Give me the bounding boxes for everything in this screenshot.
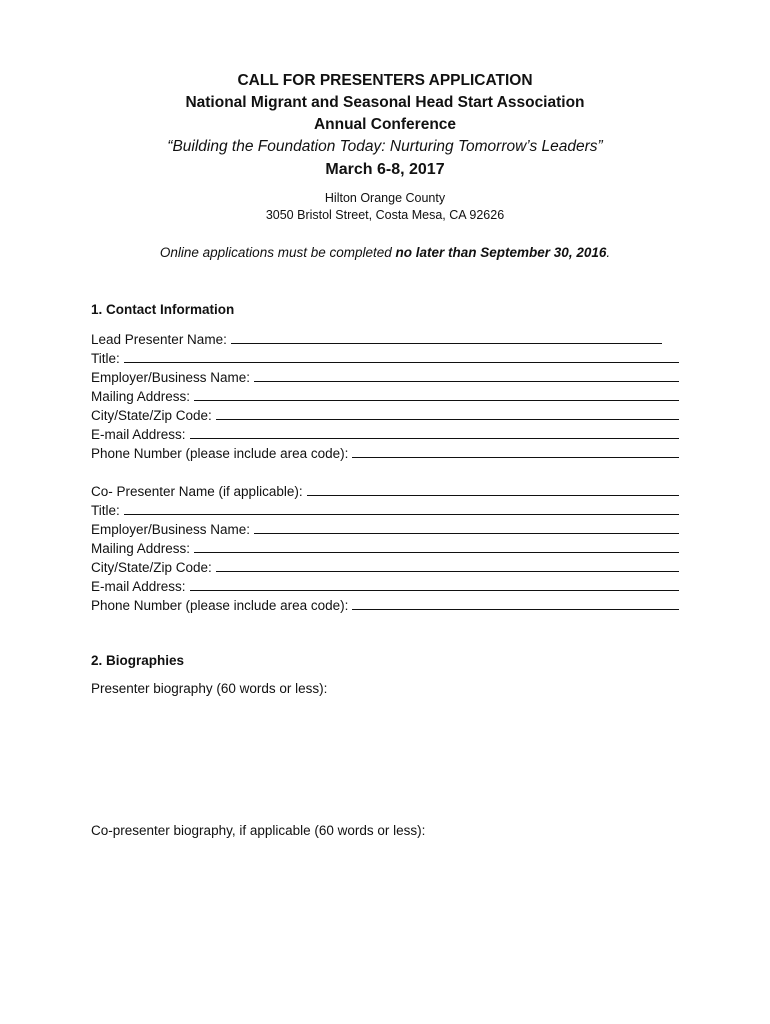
field-label: Phone Number (please include area code): (91, 446, 349, 461)
field-label: Lead Presenter Name: (91, 332, 227, 347)
fill-line[interactable] (190, 589, 679, 591)
field-label: City/State/Zip Code: (91, 408, 212, 423)
fill-line[interactable] (352, 608, 679, 610)
field-label: Title: (91, 503, 120, 518)
form-title: CALL FOR PRESENTERS APPLICATION (237, 72, 533, 89)
fill-line[interactable] (307, 494, 679, 496)
lead-presenter-name-field[interactable] (91, 329, 662, 347)
field-label: Phone Number (please include area code): (91, 598, 349, 613)
deadline-suffix: . (606, 245, 611, 260)
fill-line[interactable] (216, 418, 679, 420)
fill-line[interactable] (231, 342, 662, 344)
fill-line[interactable] (254, 380, 679, 382)
fill-line[interactable] (190, 437, 679, 439)
co-city-field[interactable] (91, 557, 679, 575)
fill-line[interactable] (194, 551, 679, 553)
co-email-field[interactable] (91, 576, 679, 594)
co-employer-field[interactable] (91, 519, 679, 537)
field-label: E-mail Address: (91, 579, 186, 594)
venue-address: 3050 Bristol Street, Costa Mesa, CA 92626 (265, 208, 505, 222)
fill-line[interactable] (194, 399, 679, 401)
field-label: Mailing Address: (91, 389, 191, 404)
co-presenter-biography-prompt: Co-presenter biography, if applicable (60 words or less): (91, 823, 426, 838)
presenter-biography-prompt: Presenter biography (60 words or less): (91, 681, 328, 696)
contact-section-title: 1. Contact Information (91, 302, 235, 317)
lead-mailing-field[interactable] (91, 386, 679, 404)
conference-date: March 6-8, 2017 (325, 161, 445, 178)
organization-name: National Migrant and Seasonal Head Start Association (185, 94, 585, 111)
fill-line[interactable] (216, 570, 679, 572)
fill-line[interactable] (124, 361, 679, 363)
venue-name: Hilton Orange County (324, 191, 446, 205)
co-title-field[interactable] (91, 500, 679, 518)
co-presenter-name-field[interactable] (91, 481, 679, 499)
fill-line[interactable] (352, 456, 679, 458)
fill-line[interactable] (254, 532, 679, 534)
lead-city-field[interactable] (91, 405, 679, 423)
field-label: Co- Presenter Name (if applicable): (91, 484, 303, 499)
co-mailing-field[interactable] (91, 538, 679, 556)
co-phone-field[interactable] (91, 595, 679, 613)
field-label: Employer/Business Name: (91, 522, 251, 537)
field-label: Mailing Address: (91, 541, 191, 556)
field-label: E-mail Address: (91, 427, 186, 442)
lead-title-field[interactable] (91, 348, 679, 366)
biographies-section-title: 2. Biographies (91, 653, 185, 668)
field-label: Title: (91, 351, 120, 366)
deadline-notice (0, 245, 770, 260)
deadline-prefix: Online applications must be completed (159, 245, 396, 260)
conference-tagline: “Building the Foundation Today: Nurturing Tomorrow’s Leaders” (167, 138, 603, 155)
lead-email-field[interactable] (91, 424, 679, 442)
fill-line[interactable] (124, 513, 679, 515)
field-label: City/State/Zip Code: (91, 560, 212, 575)
deadline-date: no later than September 30, 2016 (395, 245, 607, 260)
lead-employer-field[interactable] (91, 367, 679, 385)
conference-name: Annual Conference (313, 116, 457, 133)
lead-phone-field[interactable] (91, 443, 679, 461)
field-label: Employer/Business Name: (91, 370, 251, 385)
